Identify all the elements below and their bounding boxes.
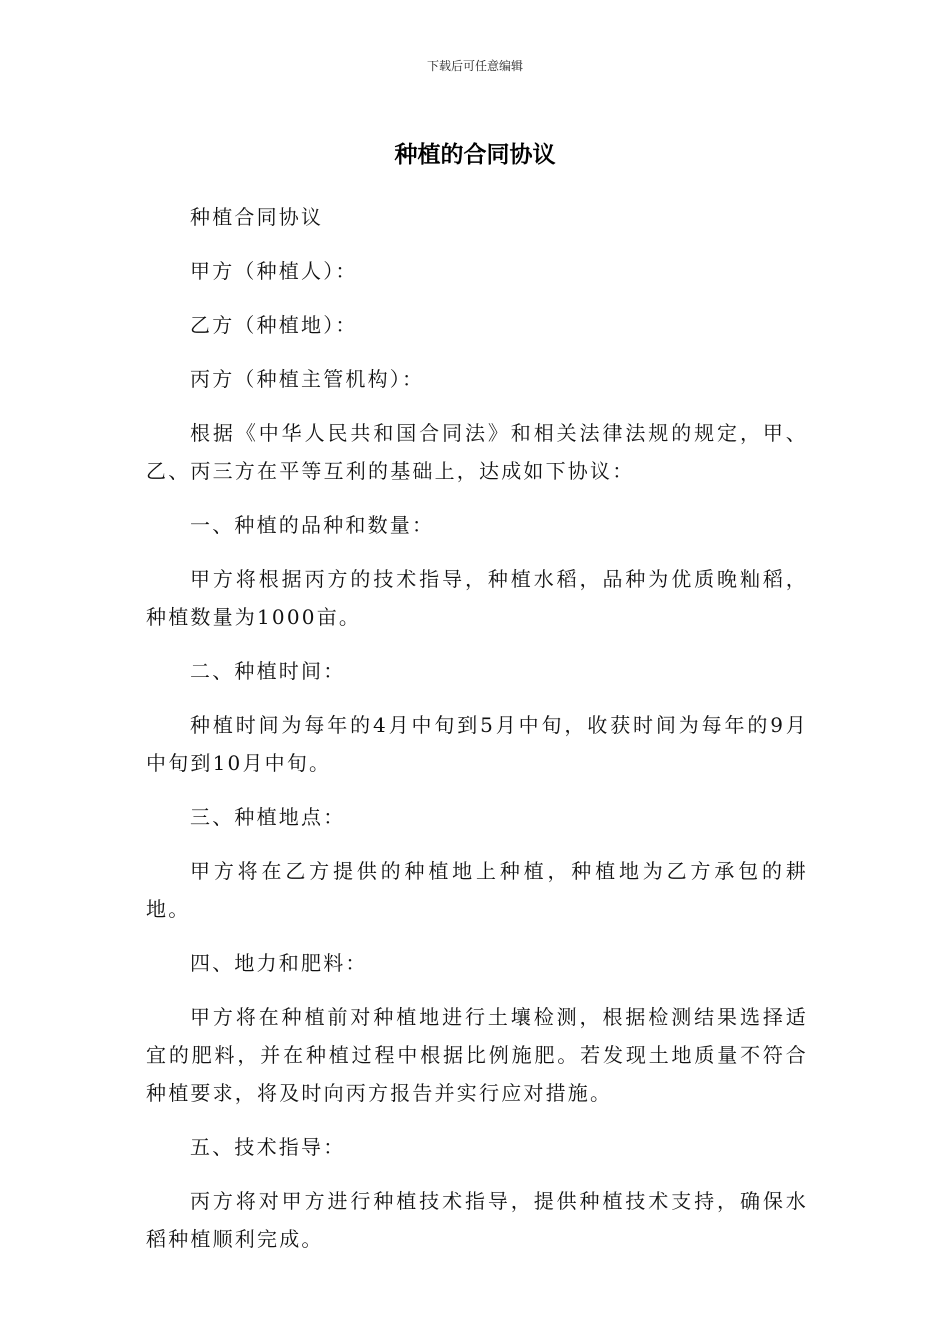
header-note: 下载后可任意编辑 — [426, 59, 523, 73]
section-heading-3: 三、种植地点： — [190, 805, 346, 829]
document-body — [146, 198, 808, 1274]
section-heading-2: 二、种植时间： — [190, 659, 346, 683]
party-a-line: 甲方（种植人）： — [190, 259, 358, 283]
section-body-1: 甲方将根据丙方的技术指导，种植水稻，品种为优质晚籼稻，种植数量为1000亩。 — [146, 567, 808, 629]
paragraph-heading: 种植合同协议 — [190, 205, 324, 229]
section-body-5: 丙方将对甲方进行种植技术指导，提供种植技术支持，确保水稻种植顺利完成。 — [146, 1189, 808, 1251]
section-heading-1: 一、种植的品种和数量： — [190, 513, 435, 537]
section-body-2: 种植时间为每年的4月中旬到5月中旬，收获时间为每年的9月中旬到10月中旬。 — [146, 713, 808, 775]
preamble-paragraph: 根据《中华人民共和国合同法》和相关法律法规的规定，甲、乙、丙三方在平等互利的基础上，达成如下协议： — [146, 421, 808, 483]
document-title: 种植的合同协议 — [394, 142, 556, 168]
section-body-3: 甲方将在乙方提供的种植地上种植，种植地为乙方承包的耕地。 — [146, 859, 808, 921]
party-b-line: 乙方（种植地）： — [190, 313, 358, 337]
party-c-line: 丙方（种植主管机构）： — [190, 367, 425, 391]
section-heading-4: 四、地力和肥料： — [190, 951, 368, 975]
section-heading-5: 五、技术指导： — [190, 1135, 346, 1159]
section-body-4: 甲方将在种植前对种植地进行土壤检测，根据检测结果选择适宜的肥料，并在种植过程中根据比例施肥。若发现土地质量不符合种植要求，将及时向丙方报告并实行应对措施。 — [146, 1005, 808, 1105]
